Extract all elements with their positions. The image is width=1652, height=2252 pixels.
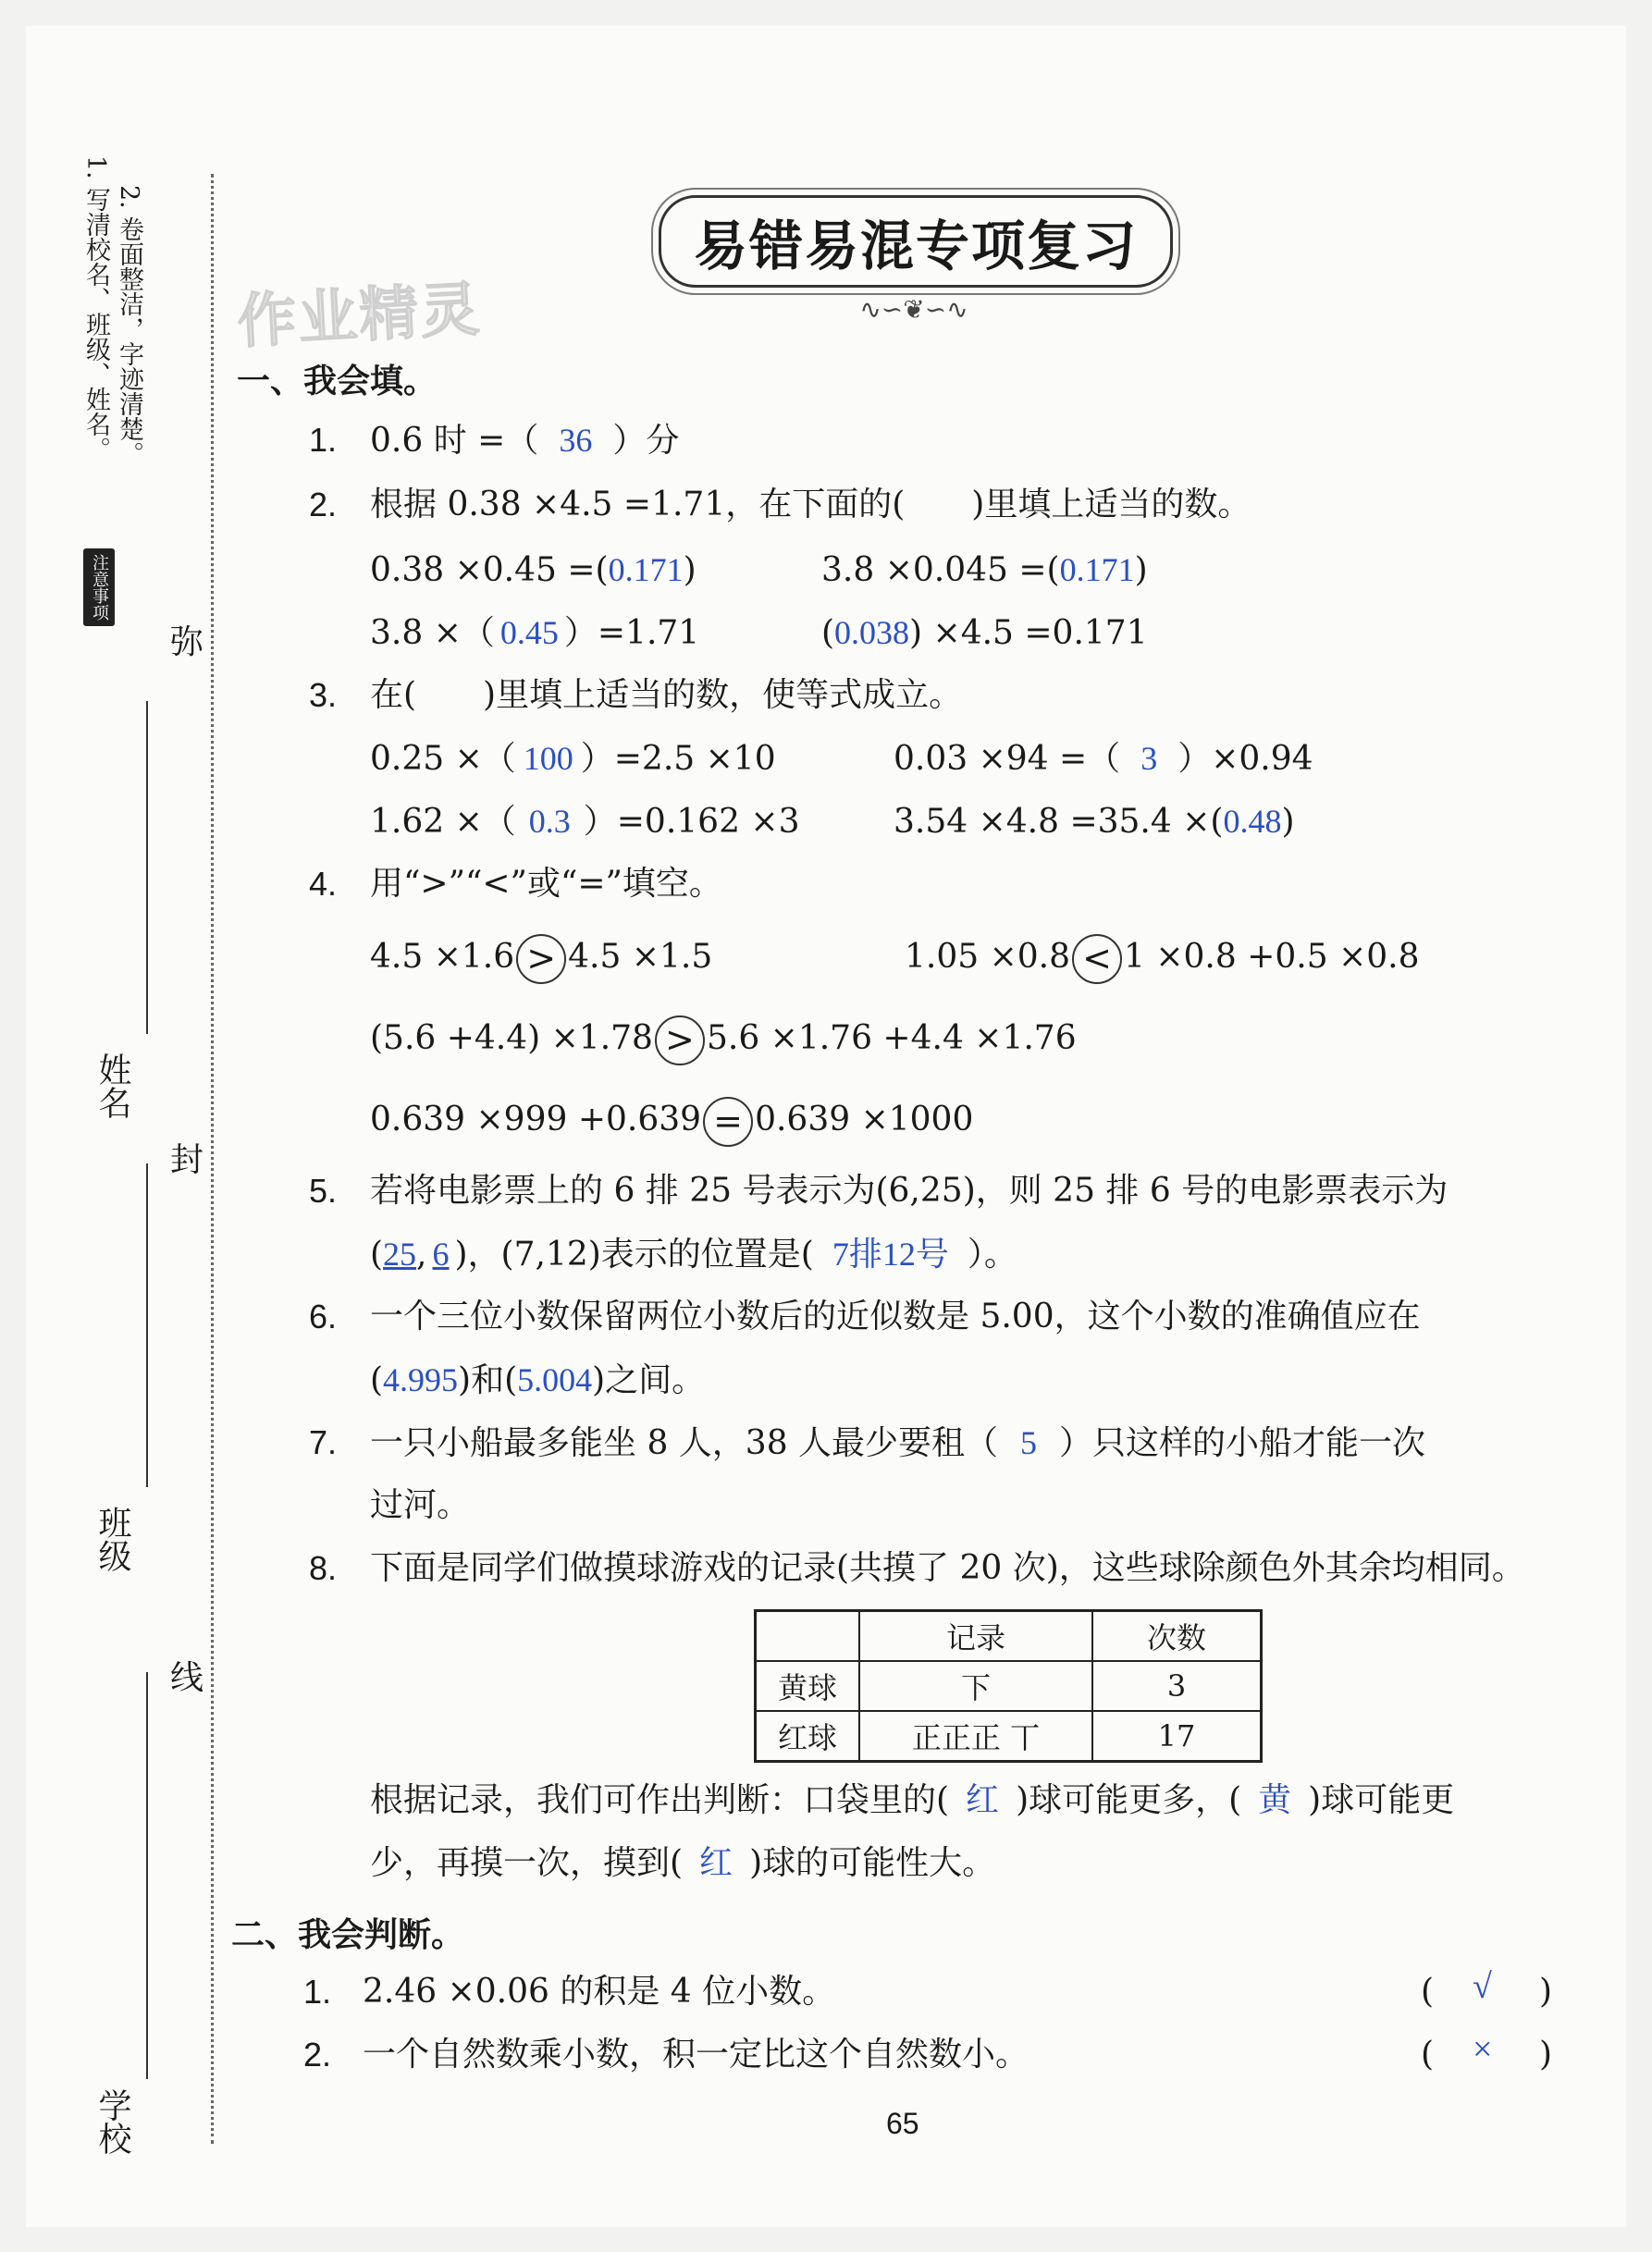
q3-stem: 在( )里填上适当的数，使等式成立。 [370,676,963,714]
q5-line2: (25, 6 )，(7,12)表示的位置是( 7排12号 ）。 [370,1236,1017,1274]
q2-a-answer[interactable]: 0.171 [608,551,684,588]
notes-line-1: 1. 写清校名、班级、姓名。 [81,155,110,462]
notes-line-2: 2. 卷面整洁，字迹清楚。 [115,185,143,467]
q8-answer-3[interactable]: 红 [699,1844,734,1881]
q4-d: 0.639 ×999 +0.639 = 0.639 ×1000 [370,1097,973,1147]
judge-1-answer[interactable]: √ [1473,1967,1492,2006]
judge-1-text: 2.46 ×0.06 的积是 4 位小数。 [363,1973,836,2011]
q6-answer-2[interactable]: 5.004 [517,1361,593,1398]
judge-2-number: 2. [303,2036,332,2074]
q5-line1: 若将电影票上的 6 排 25 号表示为(6,25)，则 25 排 6 号的电影票表示为 [370,1172,1449,1210]
judge-1-close: ) [1539,1973,1553,2011]
q8-number: 8. [309,1549,338,1587]
q3-number: 3. [309,676,338,714]
q2-stem: 根据 0.38 ×4.5 =1.71，在下面的( )里填上适当的数。 [370,486,1251,523]
q4-stem: 用“>”“<”或“=”填空。 [370,865,722,903]
field-label-class: 班级 [93,1506,131,1572]
q4-d-answer[interactable]: = [703,1097,753,1147]
table-cell-tally: 正正正 丅 [859,1711,1092,1762]
name-field-line[interactable] [146,701,148,1034]
class-field-line[interactable] [146,1163,148,1487]
school-field-line[interactable] [146,1672,148,2079]
seal-char-feng: 封 [170,1141,204,1179]
q5-number: 5. [309,1172,338,1210]
judge-1-open: ( [1421,1973,1435,2011]
judge-2-close: ) [1539,2036,1553,2074]
q2-a: 0.38 ×0.45 =(0.171) [370,551,697,589]
q2-d-answer[interactable]: 0.038 [834,614,910,651]
q8-answer-1[interactable]: 红 [966,1781,1000,1818]
section-2-heading: 二、我会判断。 [231,1916,465,1954]
q5-answer-3[interactable]: 7排12号 [832,1236,949,1273]
table-row [756,1661,1262,1711]
page-title: 易错易混专项复习 [659,195,1173,288]
table-row [756,1711,1262,1762]
q3-c: 1.62 ×（ 0.3 ）=0.162 ×3 [370,803,800,841]
q6-line2: (4.995)和(5.004)之间。 [370,1361,706,1399]
q2-b-answer[interactable]: 0.171 [1059,551,1135,588]
worksheet-page [26,26,1626,2227]
q2-number: 2. [309,486,338,523]
table-cell-color: 红球 [756,1711,860,1762]
table-header-blank [756,1611,860,1662]
q4-a-answer[interactable]: > [516,934,566,984]
q5-answer-1[interactable]: 25 [383,1236,417,1273]
field-label-school: 学校 [93,2088,131,2155]
q1-line: 0.6 时 =（ 36 ）分 [370,422,680,460]
section-1-heading: 一、我会填。 [237,363,438,400]
q8-stem: 下面是同学们做摸球游戏的记录(共摸了 20 次)，这些球除颜色外其余均相同。 [370,1549,1525,1587]
table-cell-tally: 下 [859,1661,1092,1711]
q5-answer-2[interactable]: 6 [432,1236,450,1273]
q8-conclusion-line1: 根据记录，我们可作出判断：口袋里的( 红 )球可能更多，( 黄 )球可能更 [370,1781,1455,1819]
q1-answer[interactable]: 36 [559,422,593,459]
q7-line1: 一只小船最多能坐 8 人，38 人最少要租（ 5 ）只这样的小船才能一次 [370,1424,1426,1462]
q6-number: 6. [309,1298,338,1335]
q2-b: 3.8 ×0.045 =(0.171) [821,551,1148,589]
q1-number: 1. [309,421,338,459]
q4-c-answer[interactable]: > [655,1015,705,1065]
q3-b: 0.03 ×94 =（ 3 ）×0.94 [894,740,1313,778]
q6-answer-1[interactable]: 4.995 [383,1361,459,1398]
q6-line1: 一个三位小数保留两位小数后的近似数是 5.00，这个小数的准确值应在 [370,1298,1421,1335]
title-ornament-icon: ∿∽❦∽∿ [859,294,968,325]
page-number: 65 [886,2107,919,2140]
q2-c-answer[interactable]: 0.45 [499,614,559,651]
q4-c: (5.6 +4.4) ×1.78 > 5.6 ×1.76 +4.4 ×1.76 [370,1015,1077,1065]
q8-conclusion-line2: 少，再摸一次，摸到( 红 )球的可能性大。 [370,1844,996,1882]
q2-d: (0.038) ×4.5 =0.171 [821,614,1148,652]
table-cell-count: 17 [1092,1711,1262,1762]
q4-number: 4. [309,865,338,903]
q7-number: 7. [309,1423,338,1461]
table-cell-count: 3 [1092,1661,1262,1711]
q3-a: 0.25 ×（ 100 ）=2.5 ×10 [370,740,776,778]
q7-answer[interactable]: 5 [1020,1424,1038,1461]
judge-1-number: 1. [303,1973,332,2011]
q4-b-answer[interactable]: < [1072,934,1122,984]
table-cell-color: 黄球 [756,1661,860,1711]
q3-b-answer[interactable]: 3 [1140,740,1158,777]
q7-line2: 过河。 [370,1486,471,1524]
seal-char-mi: 弥 [170,623,204,661]
q4-b: 1.05 ×0.8 < 1 ×0.8 +0.5 ×0.8 [905,934,1420,984]
field-label-name: 姓名 [93,1052,131,1119]
record-table [754,1609,1263,1763]
judge-2-text: 一个自然数乘小数，积一定比这个自然数小。 [363,2036,1029,2074]
seal-char-xian: 线 [170,1659,204,1697]
watermark: 作业精灵 [235,276,484,357]
seal-dotted-line [211,174,214,2144]
q8-answer-2[interactable]: 黄 [1258,1781,1292,1818]
table-header-count: 次数 [1092,1611,1262,1662]
q2-c: 3.8 ×（ 0.45 ）=1.71 [370,614,700,652]
q3-c-answer[interactable]: 0.3 [528,803,571,840]
q3-a-answer[interactable]: 100 [523,740,573,777]
judge-2-answer[interactable]: × [1473,2030,1493,2069]
q4-a: 4.5 ×1.6 > 4.5 ×1.5 [370,934,712,984]
q3-d: 3.54 ×4.8 =35.4 ×(0.48) [894,803,1295,841]
judge-2-open: ( [1421,2036,1435,2074]
table-header-record: 记录 [859,1611,1092,1662]
notes-badge: 注意事项 [83,548,115,626]
q3-d-answer[interactable]: 0.48 [1223,803,1282,840]
